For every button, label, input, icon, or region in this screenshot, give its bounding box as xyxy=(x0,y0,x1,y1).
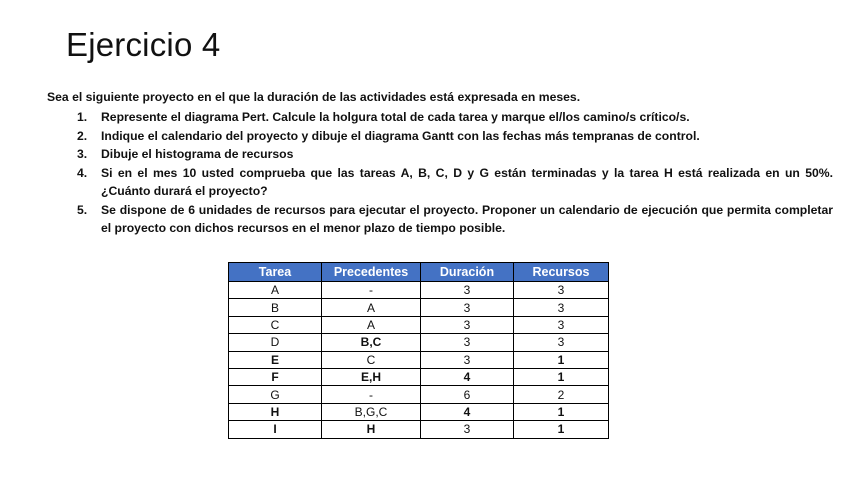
header-duracion: Duración xyxy=(421,263,514,282)
cell-recursos: 2 xyxy=(514,386,609,403)
item-text: Dibuje el histograma de recursos xyxy=(101,147,294,161)
cell-recursos: 3 xyxy=(514,282,609,299)
cell-recursos: 1 xyxy=(514,421,609,438)
header-recursos: Recursos xyxy=(514,263,609,282)
item-number: 1. xyxy=(77,110,88,124)
cell-precedentes: H xyxy=(322,421,421,438)
cell-duracion: 3 xyxy=(421,421,514,438)
item-number: 4. xyxy=(77,165,88,180)
table-header-row xyxy=(229,263,609,282)
item-number: 5. xyxy=(77,202,88,217)
item-text: Si en el mes 10 usted comprueba que las tareas A, B, C, D y G están terminadas y la tarea H está realizada en un 50%. ¿Cuánto durará el proyecto? xyxy=(101,165,833,198)
page-title: Ejercicio 4 xyxy=(66,26,221,63)
table-row xyxy=(229,299,609,316)
table-row xyxy=(229,282,609,299)
list-item xyxy=(77,164,833,201)
table-row xyxy=(229,421,609,438)
cell-recursos: 3 xyxy=(514,316,609,333)
cell-tarea: I xyxy=(229,421,322,438)
table-row xyxy=(229,316,609,333)
cell-duracion: 3 xyxy=(421,351,514,368)
header-tarea: Tarea xyxy=(229,263,322,282)
item-text: Represente el diagrama Pert. Calcule la holgura total de cada tarea y marque el/los camino/s crítico/s. xyxy=(101,110,690,124)
cell-recursos: 1 xyxy=(514,351,609,368)
cell-tarea: G xyxy=(229,386,322,403)
cell-recursos: 1 xyxy=(514,403,609,420)
cell-tarea: B xyxy=(229,299,322,316)
cell-tarea: E xyxy=(229,351,322,368)
cell-tarea: F xyxy=(229,368,322,385)
cell-duracion: 4 xyxy=(421,403,514,420)
cell-precedentes: A xyxy=(322,316,421,333)
cell-precedentes: B,G,C xyxy=(322,403,421,420)
cell-recursos: 1 xyxy=(514,368,609,385)
cell-precedentes: - xyxy=(322,282,421,299)
cell-precedentes: B,C xyxy=(322,334,421,351)
item-number: 2. xyxy=(77,128,88,143)
cell-tarea: A xyxy=(229,282,322,299)
task-list xyxy=(77,108,833,238)
list-item xyxy=(77,201,833,238)
cell-precedentes: E,H xyxy=(322,368,421,385)
list-item xyxy=(77,108,833,127)
item-number: 3. xyxy=(77,147,88,161)
tasks-table xyxy=(228,262,609,439)
cell-duracion: 3 xyxy=(421,334,514,351)
table-row xyxy=(229,334,609,351)
list-item xyxy=(77,127,833,146)
table-row xyxy=(229,368,609,385)
table-row xyxy=(229,386,609,403)
cell-tarea: C xyxy=(229,316,322,333)
item-text: Indique el calendario del proyecto y dibuje el diagrama Gantt con las fechas más tempranas de control. xyxy=(101,128,700,143)
cell-duracion: 3 xyxy=(421,299,514,316)
cell-duracion: 4 xyxy=(421,368,514,385)
table-row xyxy=(229,403,609,420)
table-row xyxy=(229,351,609,368)
cell-duracion: 3 xyxy=(421,282,514,299)
intro-text: Sea el siguiente proyecto en el que la duración de las actividades está expresada en meses. xyxy=(47,90,581,104)
cell-duracion: 3 xyxy=(421,316,514,333)
cell-recursos: 3 xyxy=(514,299,609,316)
cell-tarea: D xyxy=(229,334,322,351)
cell-tarea: H xyxy=(229,403,322,420)
cell-precedentes: C xyxy=(322,351,421,368)
cell-precedentes: A xyxy=(322,299,421,316)
cell-recursos: 3 xyxy=(514,334,609,351)
item-text: Se dispone de 6 unidades de recursos para ejecutar el proyecto. Proponer un calendario de ejecución que permita completar el proyecto con dichos recursos en el menor plazo de tiempo posible. xyxy=(101,202,833,235)
header-precedentes: Precedentes xyxy=(322,263,421,282)
list-item xyxy=(77,145,833,164)
cell-precedentes: - xyxy=(322,386,421,403)
cell-duracion: 6 xyxy=(421,386,514,403)
